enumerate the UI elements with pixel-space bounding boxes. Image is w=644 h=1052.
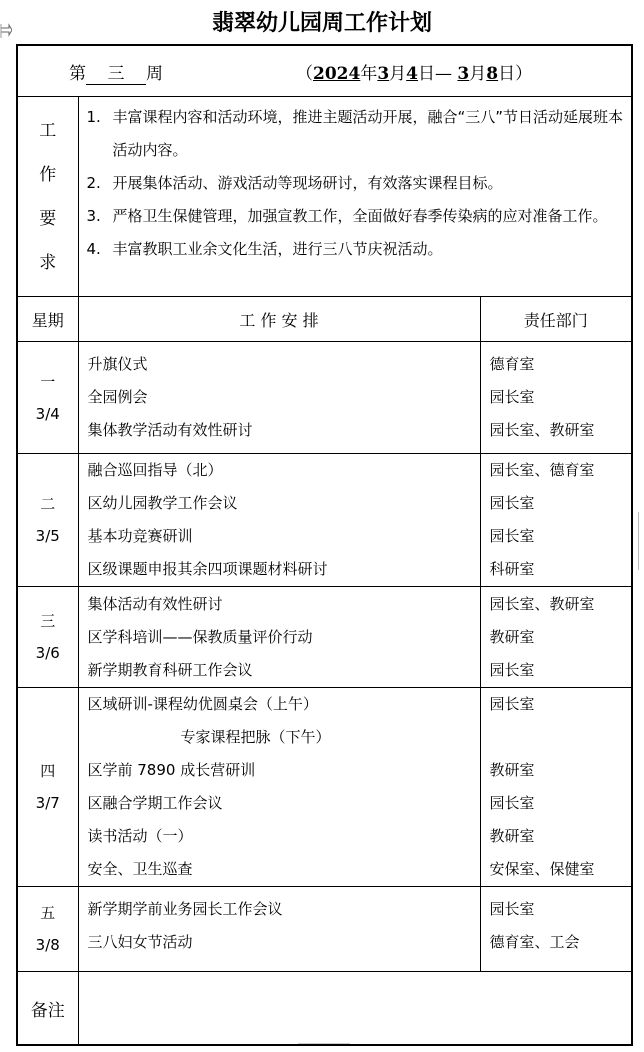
dept-cell: 园长室、教研室 教研室 园长室 [480,587,632,688]
table-row [17,587,632,688]
week-header-row [17,45,632,97]
list-item: 2. 开展集体活动、游戏活动等现场研讨，有效落实课程目标。 [86,174,503,192]
tasks-cell: 融合巡回指导（北） 区幼儿园教学工作会议 基本功竞赛研训 区级课题申报其余四项课题材料研讨 [78,454,480,587]
requirements-label: 工 作 要 求 [17,97,78,297]
move-arrow-icon [0,20,12,44]
scroll-marker [638,512,644,570]
list-item: 3. 严格卫生保健管理，加强宣教工作，全面做好春季传染病的应对准备工作。 [86,207,608,225]
col-header-day: 星期 [17,297,78,342]
page-title: 翡翠幼儿园周工作计划 [211,10,432,36]
notes-row [17,972,632,1046]
day-cell: 一 3/4 [17,342,78,454]
tasks-cell: 升旗仪式 全园例会 集体教学活动有效性研讨 [78,342,480,454]
tasks-cell: 新学期学前业务园长工作会议 三八妇女节活动 [78,887,480,972]
dept-cell: 园长室、德育室 园长室 园长室 科研室 [480,454,632,587]
week-number: 三 [86,59,146,85]
weekly-plan-table [16,44,633,1046]
col-header-work: 工 作 安 排 [78,297,480,342]
table-row [17,454,632,587]
column-header-row [17,297,632,342]
requirements-list [79,97,632,270]
table-row [17,342,632,454]
list-item: 4. 丰富教职工业余文化生活，进行三八节庆祝活动。 [86,240,443,258]
col-header-dept: 责任部门 [480,297,632,342]
tasks-cell: 集体活动有效性研讨 区学科培训——保教质量评价行动 新学期教育科研工作会议 [78,587,480,688]
table-row [17,688,632,887]
day-cell: 五 3/8 [17,887,78,972]
dept-cell: 园长室 教研室 园长室 教研室 安保室、保健室 [480,688,632,887]
day-cell: 二 3/5 [17,454,78,587]
table-row [17,887,632,972]
day-cell: 三 3/6 [17,587,78,688]
tasks-cell: 区域研训-课程幼优圆桌会（上午） 专家课程把脉（下午） 区学前 7890 成长营研训 区融合学期工作会议 读书活动（一） 安全、卫生巡查 [78,688,480,887]
list-item: 1. 丰富课程内容和活动环境，推进主题活动开展，融合“三八”节日活动延展班本活动内容。 [86,108,624,159]
dept-cell: 德育室 园长室 园长室、教研室 [480,342,632,454]
week-label: 第 三 周 [69,59,163,85]
requirements-row [17,97,632,297]
notes-label: 备注 [17,972,78,1046]
date-range: （2024年3月4日— 3月8日） [296,64,533,84]
notes-content [78,972,632,1046]
dept-cell: 园长室 德育室、工会 [480,887,632,972]
day-cell: 四 3/7 [17,688,78,887]
